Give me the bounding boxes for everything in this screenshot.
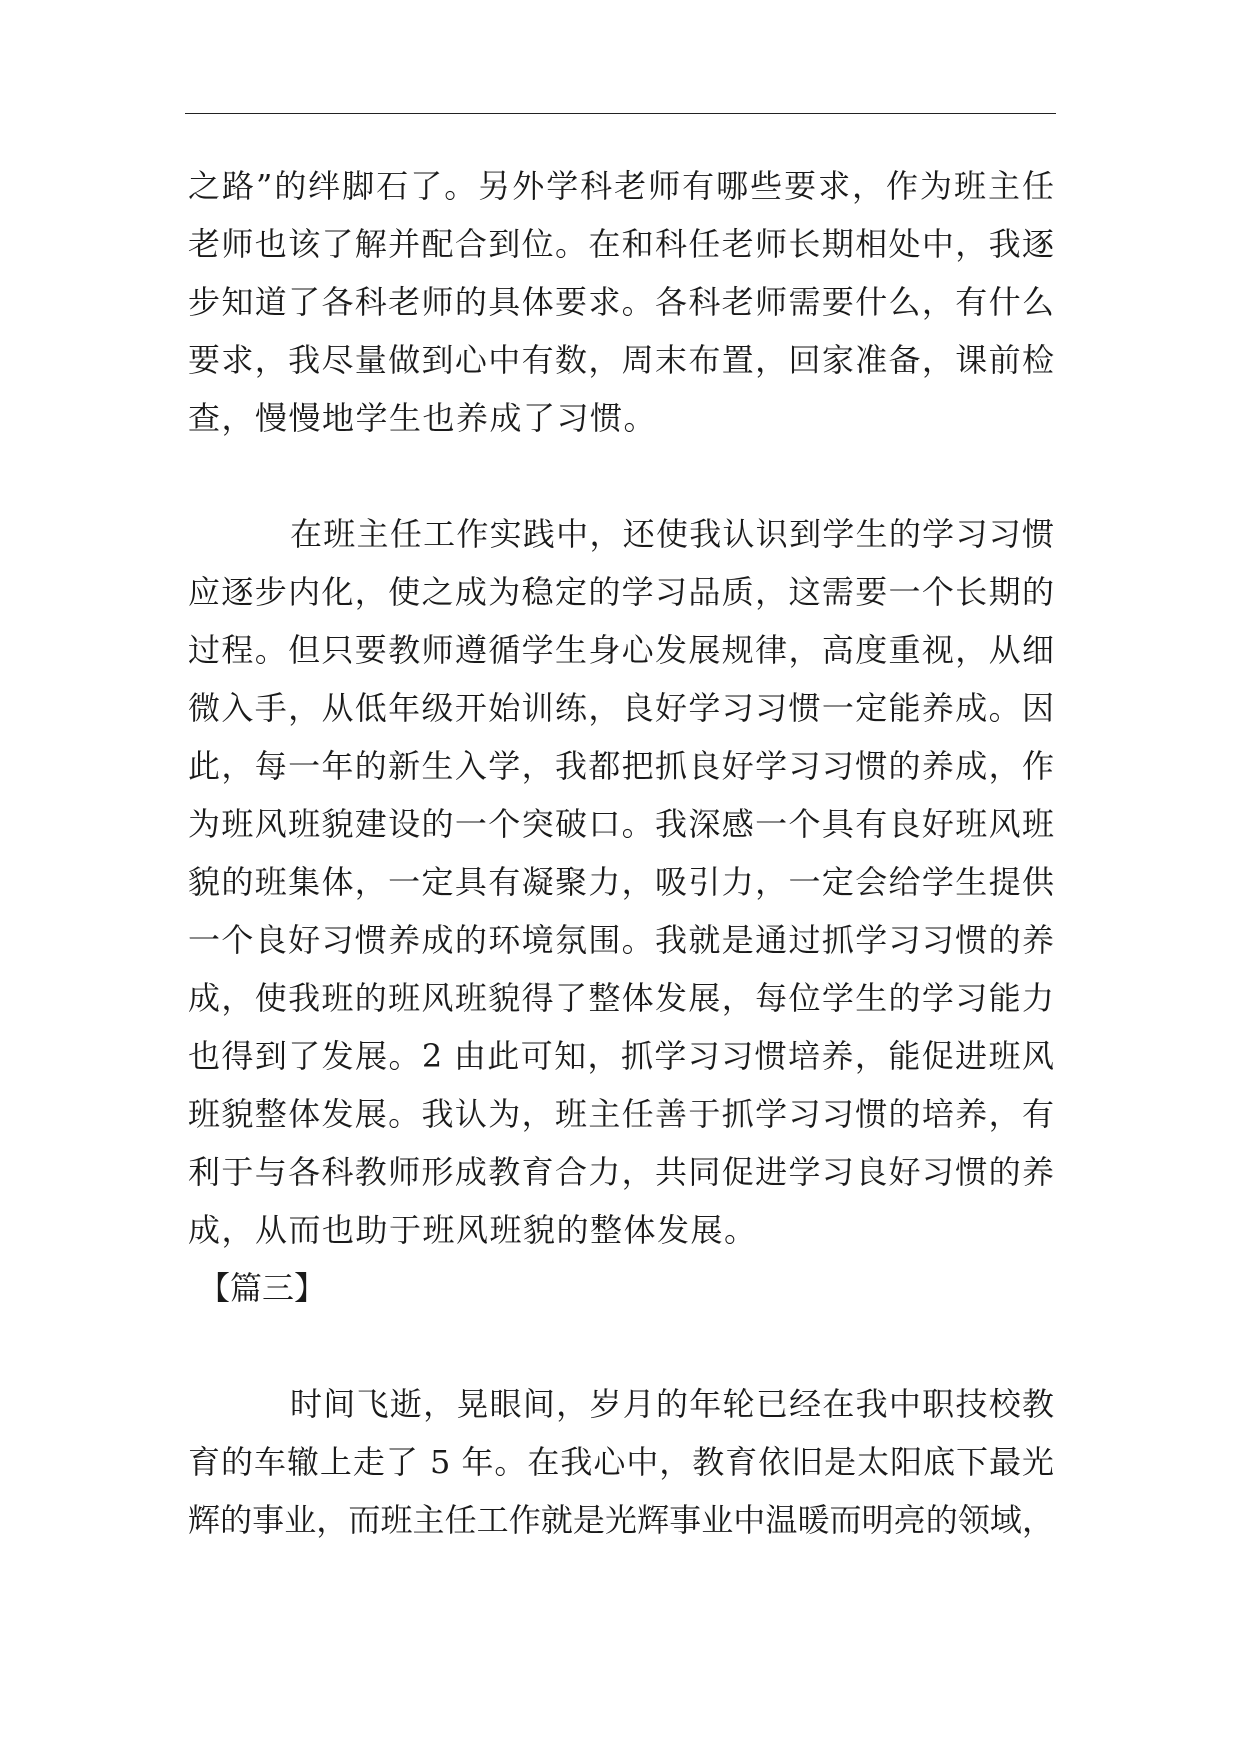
text-line: 育的车辙上走了 5 年。在我心中，教育依旧是太阳底下最光 <box>188 1443 1054 1481</box>
text-line: 为班风班貌建设的一个突破口。我深感一个具有良好班风班 <box>188 805 1054 843</box>
text-line: 一个良好习惯养成的环境氛围。我就是通过抓学习习惯的养 <box>188 921 1054 959</box>
text-line: 微入手，从低年级开始训练，良好学习习惯一定能养成。因 <box>188 689 1054 727</box>
text-line: 此，每一年的新生入学，我都把抓良好学习习惯的养成，作 <box>188 747 1054 785</box>
text-line: 班貌整体发展。我认为，班主任善于抓学习习惯的培养，有 <box>188 1095 1054 1133</box>
text-line: 成，使我班的班风班貌得了整体发展，每位学生的学习能力 <box>188 979 1054 1017</box>
text-line: 时间飞逝，晃眼间，岁月的年轮已经在我中职技校教 <box>290 1385 1054 1423</box>
text-line: 要求，我尽量做到心中有数，周末布置，回家准备，课前检 <box>188 341 1054 379</box>
text-line: 也得到了发展。2 由此可知，抓学习习惯培养，能促进班风 <box>188 1037 1054 1075</box>
text-line: 之路”的绊脚石了。另外学科老师有哪些要求，作为班主任 <box>188 167 1054 205</box>
text-line: 过程。但只要教师遵循学生身心发展规律，高度重视，从细 <box>188 631 1054 669</box>
header-rule <box>185 113 1056 114</box>
section-heading: 【篇三】 <box>198 1269 327 1307</box>
text-line: 辉的事业，而班主任工作就是光辉事业中温暖而明亮的领域， <box>188 1501 1054 1539</box>
text-line: 步知道了各科老师的具体要求。各科老师需要什么，有什么 <box>188 283 1054 321</box>
text-line: 利于与各科教师形成教育合力，共同促进学习良好习惯的养 <box>188 1153 1054 1191</box>
text-line: 成，从而也助于班风班貌的整体发展。 <box>188 1211 758 1249</box>
text-line: 查，慢慢地学生也养成了习惯。 <box>188 399 658 437</box>
text-line: 在班主任工作实践中，还使我认识到学生的学习习惯 <box>290 515 1054 553</box>
text-line: 貌的班集体，一定具有凝聚力，吸引力，一定会给学生提供 <box>188 863 1054 901</box>
text-line: 应逐步内化，使之成为稳定的学习品质，这需要一个长期的 <box>188 573 1054 611</box>
text-line: 老师也该了解并配合到位。在和科任老师长期相处中，我逐 <box>188 225 1054 263</box>
